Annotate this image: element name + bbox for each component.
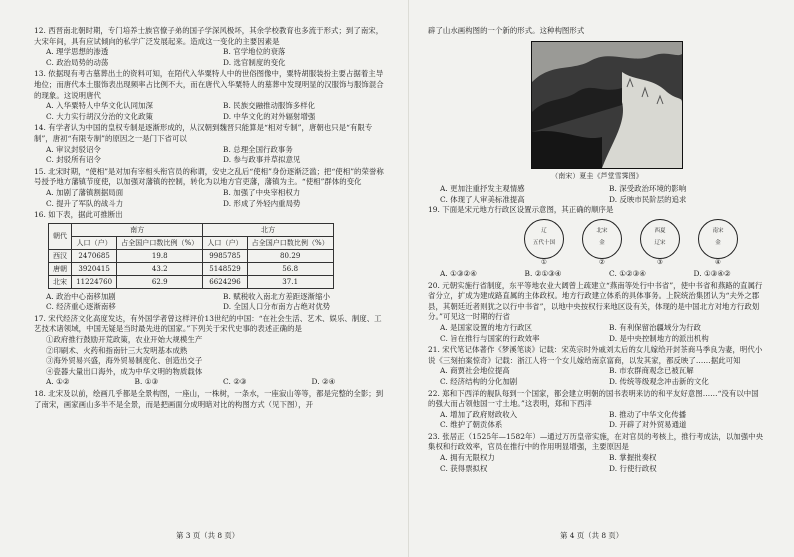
option-c: C. ①②③④ [609, 268, 646, 278]
option-c: C. 维护了朝贡体系 [440, 420, 503, 430]
question-18-continued: 辟了山水画构图的一个新的形式。这种构图形式 [428, 26, 585, 35]
option-d: D. 参与政事并草拟意见 [223, 155, 301, 165]
option-b: B. 市农群商观念已被瓦解 [609, 366, 694, 376]
option-d: D. ②④ [311, 377, 336, 387]
circle-number: ③ [657, 258, 663, 267]
dynasty-circle [698, 219, 738, 267]
table-cell: 5148529 [203, 262, 247, 275]
circle-top-label: 南宋 [712, 227, 724, 234]
question-stem: 23. 张居正（1525年—1582年）—通过万历皇帝实施，在对官员的考核上，推行考成法，以加强中央集权和行政效率，官员在推行中的作用明显增强，主要原因是 [428, 431, 764, 452]
option-c: C. 经济重心逐渐南移 [46, 302, 116, 312]
table-cell: 西汉 [49, 249, 72, 262]
page-fold [408, 0, 409, 557]
option-c: C. 旨在推行与国家的行政效率 [440, 333, 540, 343]
table-row [49, 275, 334, 288]
option-a: A. 政治中心南移加剧 [46, 291, 116, 301]
circle-top-label: 辽 [541, 227, 547, 234]
right-page [428, 26, 766, 475]
option-b: B. 民族交融推动服饰多样化 [223, 101, 316, 111]
option-c: C. 体现了人审美标准提高 [440, 194, 525, 204]
table-subheader: 人口（户） [203, 236, 247, 249]
circle-bottom-label: 五代十国 [532, 239, 556, 246]
statement-item: ④瓷器大量出口海外，成为中华文明的物质载体 [46, 366, 203, 376]
circle-top-label: 北宋 [596, 227, 608, 234]
option-c: C. ②③ [223, 377, 247, 387]
page-number-left: 第 3 页（共 8 页） [176, 531, 240, 540]
dynasty-circles-diagram [524, 219, 766, 267]
option-c: C. 政治局势的动荡 [46, 57, 109, 67]
option-a: A. ①③②④ [440, 268, 477, 278]
painting-caption: （南宋）夏圭《芦堂雪霁图》 [551, 171, 643, 180]
option-a: A. ①② [46, 377, 70, 387]
option-b: B. 加强了中央宰相权力 [223, 187, 301, 197]
table-subheader: 占全国户口数比例（%） [117, 236, 203, 249]
dynasty-circle [640, 219, 680, 267]
option-d: D. 中华文化的对外辐射增强 [223, 111, 316, 121]
table-cell: 62.9 [117, 275, 203, 288]
question-stem: 21. 宋代笔记体著作《梦溪笔谈》记载：宋英宗时外戚刘太后的女儿嫁给开封茶商马季良为妻，明代小说《三刻拍案惊奇》记载：浙江人将一个女儿嫁给南京富商，以发其家，都反映了……据此可知 [428, 345, 763, 365]
option-d: D. 开辟了对外贸易通道 [609, 420, 687, 430]
landscape-painting-image [531, 41, 683, 169]
question-14 [34, 123, 388, 165]
question-stem: 16. 如下表，据此可推断出 [34, 210, 123, 220]
option-c: C. 获得票拟权 [440, 463, 488, 473]
option-b: B. 总理全国行政事务 [223, 144, 293, 154]
circle-bottom-label: 辽宋 [654, 239, 666, 246]
option-a: A. 拥有无限权力 [440, 453, 495, 463]
table-header: 北方 [203, 223, 333, 236]
circle-bottom-label: 金 [599, 239, 605, 246]
option-d: D. 是中央控制地方的派出机构 [609, 333, 709, 343]
table-cell: 43.2 [117, 262, 203, 275]
circle-number: ④ [715, 258, 721, 267]
page-number-right: 第 4 页（共 8 页） [560, 531, 624, 540]
circle-top-label: 西夏 [654, 227, 666, 234]
table-cell: 2470685 [72, 249, 117, 262]
option-a: A. 审议封驳诏令 [46, 144, 101, 154]
question-stem: 15. 北宋时期，“使相”是对加有宰相头衔官员的称谓，安史之乱后“使相”身份逐渐泛滥；把“使相”的荣誉称号授予地方藩镇节度使，以加强对藩镇的控制，转化为以地方官吏藩，藩镇为主。“使相”群体的变化 [34, 166, 384, 187]
population-table [48, 223, 334, 289]
option-d: D. 形成了外轻内重局势 [223, 198, 301, 208]
option-d: D. 传统等级观念冲击新的文化 [609, 376, 709, 386]
option-d: D. 反映市民阶层的追求 [609, 194, 687, 204]
option-a: A. 理学思想的渗透 [46, 47, 109, 57]
table-cell: 6624296 [203, 275, 247, 288]
question-stem: 13. 依据现有考古墓葬出土的资料可知，在陌代入华粟特人中的世俗图像中，粟特胡服装扮主要占据着主导地位；而唐代本土服饰表出现频率占比例不大，而在唐代入华粟特人的墓葬中发现明显的汉服饰与服饰混合的现象。这说明唐代 [34, 69, 384, 100]
circle-bottom-label: 金 [715, 239, 721, 246]
question-20 [428, 281, 766, 345]
question-21 [428, 345, 766, 387]
table-cell: 9985785 [203, 249, 247, 262]
option-d: D. 行使行政权 [609, 463, 657, 473]
table-cell: 3920415 [72, 262, 117, 275]
question-stem: 17. 宋代经济文化高度发达，有外国学者曾这样评价13世纪的中国：“在社会生活、艺术、娱乐、制度、工艺技术诸领域，中国无疑是当时最先进的国家。”下列关于宋代史事的表述正确的是 [34, 313, 382, 334]
table-cell: 19.8 [117, 249, 203, 262]
statement-item: ②印刷术、火药和指南针三大发明基本成熟 [46, 345, 188, 355]
option-c: C. 提升了军队的战斗力 [46, 198, 124, 208]
circle-number: ② [599, 258, 605, 267]
question-stem: 20. 元朝实施行省制度，东平等地农业大阔曾上疏建立“燕南等处行中书省”，使中书省和燕路的直属行省分立，扩成为建成路直属的主体政权。地方行政建立体系的具体事务。上院统治集团认为“夫外之郡县，其朝廷近者则犹之以行中书省”，以地中央按权行来地区设有关，体现的是中国北方对地方行政划分。”可见这一时期的行省 [428, 280, 763, 322]
option-c: C. 封驳所有诏令 [46, 155, 101, 165]
question-13 [34, 69, 388, 122]
option-b: B. 推动了中华文化传播 [609, 409, 687, 419]
option-b: B. ②①③④ [524, 268, 562, 278]
option-b: B. ①③ [134, 377, 159, 387]
option-d: D. ①③④② [693, 268, 731, 278]
table-header: 朝代 [49, 223, 72, 249]
option-a: A. 是国家设置的地方行政区 [440, 322, 533, 332]
circle-number: ① [541, 258, 547, 267]
option-b: B. 官学地位的衰落 [223, 47, 286, 57]
question-18 [34, 389, 388, 410]
option-d: D. 选官制度的变化 [223, 57, 286, 67]
table-subheader: 人口（户） [72, 236, 117, 249]
table-row [49, 262, 334, 275]
option-a: A. 增加了政府财政收入 [440, 409, 518, 419]
option-a: A. 商贾社会地位提高 [440, 366, 510, 376]
question-22 [428, 389, 766, 431]
table-cell: 唐朝 [49, 262, 72, 275]
table-cell: 11224760 [72, 275, 117, 288]
option-b: B. 有利保留治疆域分为行政 [609, 322, 702, 332]
question-17 [34, 314, 388, 388]
option-c: C. 经济结构的分化加剧 [440, 376, 518, 386]
option-a: A. 入华粟特人中华文化认同加深 [46, 101, 153, 111]
option-b: B. 掌握批奏权 [609, 453, 657, 463]
question-12 [34, 26, 388, 68]
question-15 [34, 167, 388, 209]
question-stem: 22. 郑和下西洋的舰队每到一个国家，都会建立明朝的国书表明来访的和平友好意图……“没有以中国的强大而占领他国一寸土地。”这表明，郑和下西洋 [428, 388, 759, 409]
question-16 [34, 210, 388, 313]
table-cell: 北宋 [49, 275, 72, 288]
question-stem: 12. 西晋南北朝时期，专门培养士族官僚子弟的国子学深风极坏，其余学校教育也多流于形式；到了南宋，大宋年间，具有应试倾向的私学广泛发展起来。造成这一变化的主要因素是 [34, 26, 384, 46]
dynasty-circle [524, 219, 564, 267]
table-cell: 37.1 [247, 275, 333, 288]
option-a: A. 加剧了藩镇割据局面 [46, 187, 124, 197]
question-stem: 14. 有学者认为中国的皇权专制是逐渐形成的，从汉朝到魏晋只能算是“相对专制”，唐朝也只是“有限专制”，唐初“有限专制”的原因之一是门下省可以 [34, 123, 373, 143]
option-a: A. 更加注重抒发主观情感 [440, 184, 525, 194]
option-d: D. 全国人口分布南方占绝对优势 [223, 302, 331, 312]
question-stem: 19. 下面是宋元地方行政区设置示意图，其正确的顺序是 [428, 205, 614, 215]
statement-item: ③海外贸易兴盛，海外贸易制度化、创造出交子 [46, 356, 203, 366]
dynasty-circle [582, 219, 622, 267]
table-header: 南方 [72, 223, 203, 236]
table-subheader: 占全国户口数比例（%） [247, 236, 333, 249]
option-b: B. 赋税收入南北方差距逐渐缩小 [223, 291, 331, 301]
table-cell: 56.8 [247, 262, 333, 275]
table-cell: 80.29 [247, 249, 333, 262]
question-stem: 18. 北宋及以前，绘画几乎都是全景构图，一座山，一株树，一条水，一座寂山等等，都是完整的全影；到了南宋，画家画山多半不是全景，而是把画面分成明暗对比的构图方式（见下图），开 [34, 389, 384, 409]
question-23 [428, 432, 766, 474]
question-19 [428, 205, 766, 279]
option-b: B. 深受政治环境的影响 [609, 184, 687, 194]
left-page [34, 26, 388, 411]
statement-item: ①政府推行鼓励开荒政策，农业开始大规模生产 [46, 335, 203, 345]
option-c: C. 大力实行胡汉分治的文化政策 [46, 111, 153, 121]
table-row [49, 249, 334, 262]
